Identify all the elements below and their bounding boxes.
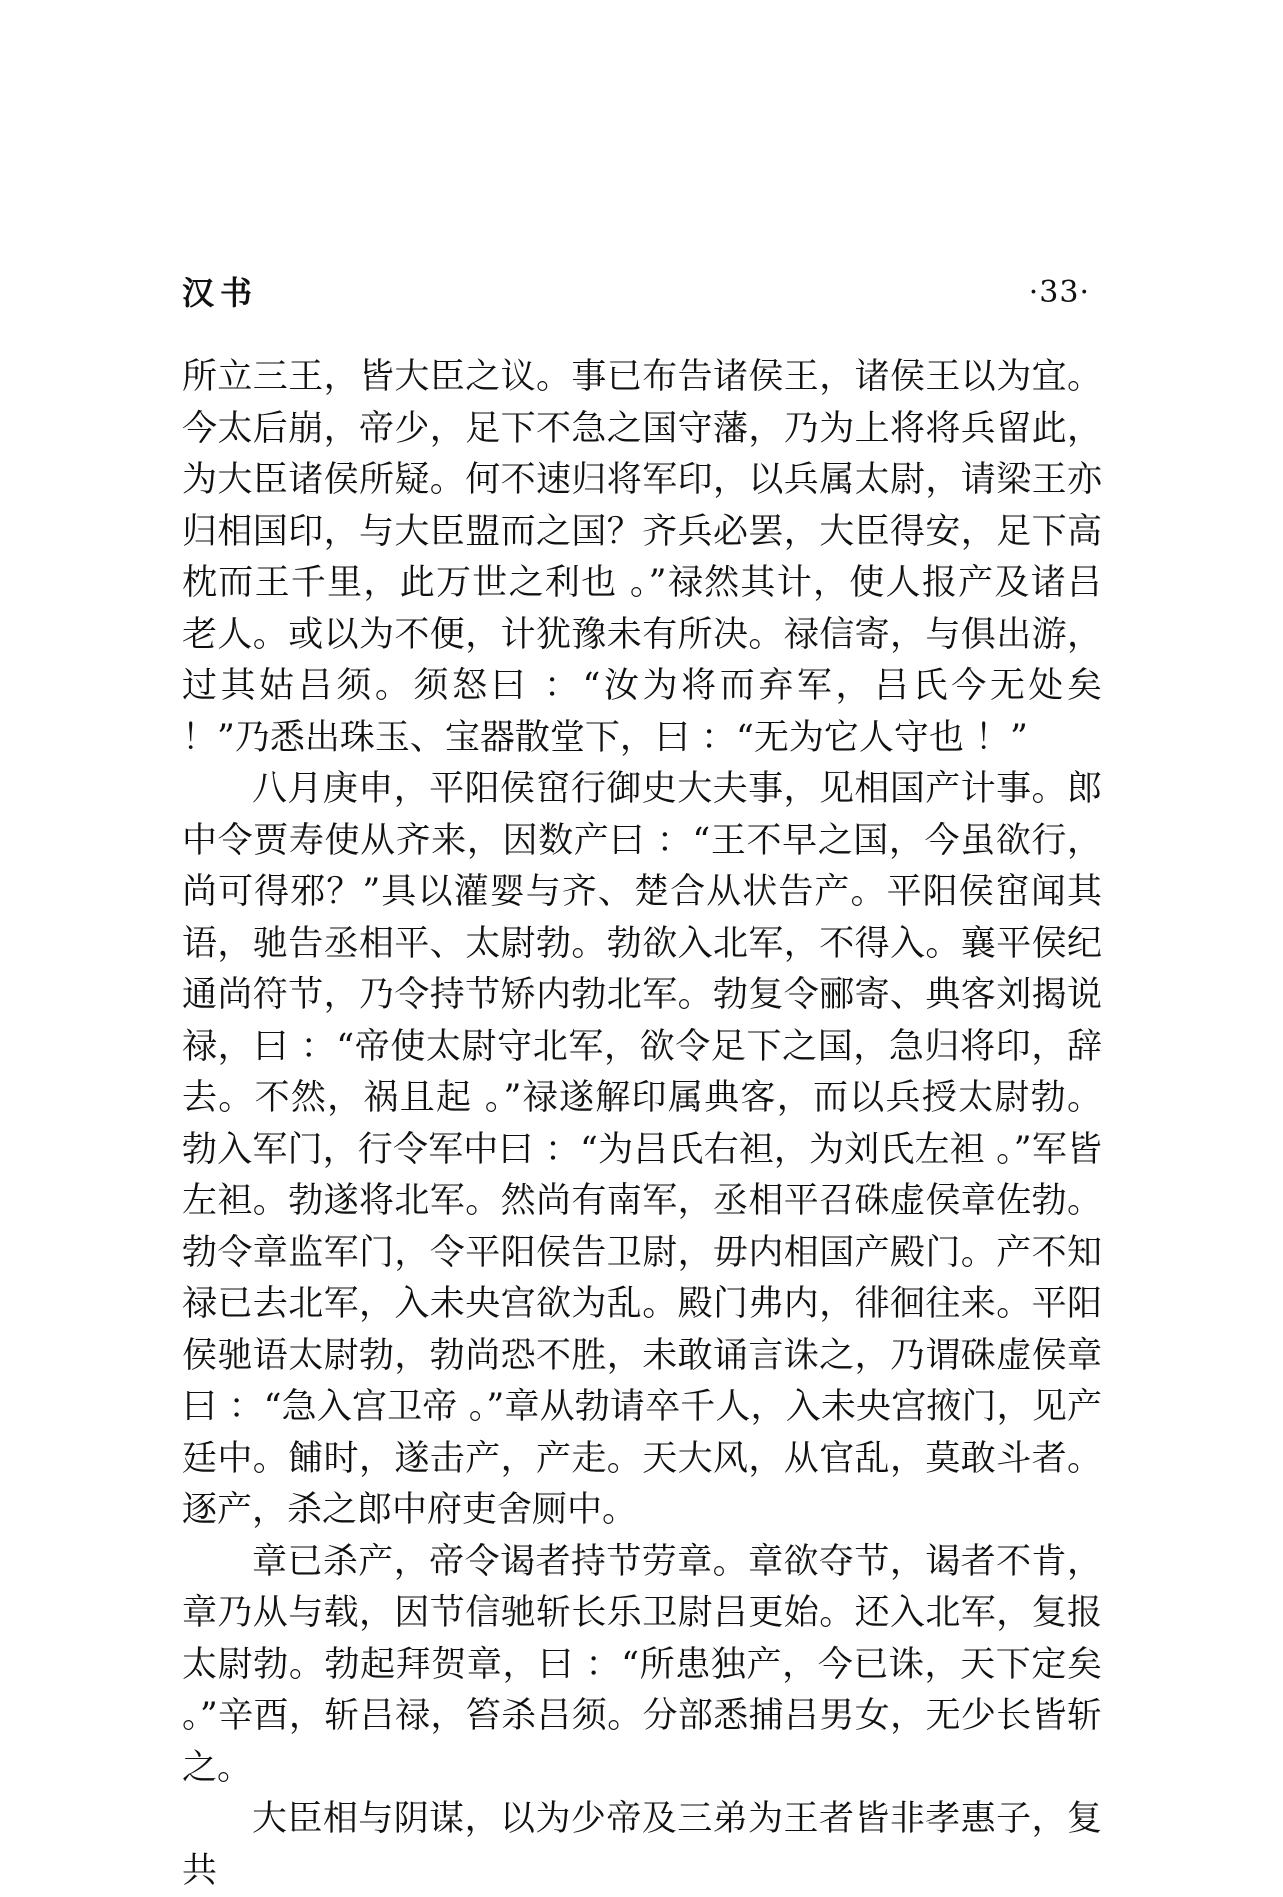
paragraph-2: 八月庚申，平阳侯窋行御史大夫事，见相国产计事。郎中令贾寿使从齐来，因数产曰 ：“王不早之国，今虽欲行，尚可得邪？”具以灌婴与齐、楚合从状告产。平阳侯窋闻其语，驰告丞相平、太尉勃。勃欲入北军，不得入。襄平侯纪通尚符节，乃令持节矫内勃北军。勃复令郦寄、典客刘揭说禄，曰 ：“帝使太尉守北军，欲令足下之国，急归将印，辞去。不然，祸且起 。”禄遂解印属典客，而以兵授太尉勃。勃入军门，行令军中曰 ：“为吕氏右袒，为刘氏左袒 。”军皆左袒。勃遂将北军。然尚有南军，丞相平召硃虚侯章佐勃。勃令章监军门，令平阳侯告卫尉，毋内相国产殿门。产不知禄已去北军，入未央宫欲为乱。殿门弗内，徘徊往来。平阳侯驰语太尉勃，勃尚恐不胜，未敢诵言诛之，乃谓硃虚侯章曰 ：“急入宫卫帝 。”章从勃请卒千人，入未央宫掖门，见产廷中。餔时，遂击产，产走。天大风，从官乱，莫敢斗者。逐产，杀之郎中府吏舍厕中。	[182, 769, 1102, 1530]
paragraph-3: 章已杀产，帝令谒者持节劳章。章欲夺节，谒者不肯，章乃从与载，因节信驰斩长乐卫尉吕更始。还入北军，复报太尉勃。勃起拜贺章，曰 ：“所患独产，今已诛，天下定矣 。”辛酉，斩吕禄，笞杀吕须。分部悉捕吕男女，无少长皆斩之。	[182, 1541, 1102, 1788]
paragraph-4: 大臣相与阴谋，以为少帝及三弟为王者皆非孝惠子，复共	[182, 1799, 1102, 1891]
page-number: ·33·	[1028, 275, 1090, 310]
body-text	[182, 352, 1102, 1897]
page-header	[182, 268, 1090, 318]
book-title: 汉书	[182, 274, 259, 312]
paragraph-1: 所立三王，皆大臣之议。事已布告诸侯王，诸侯王以为宜。今太后崩，帝少，足下不急之国守藩，乃为上将将兵留此，为大臣诸侯所疑。何不速归将军印，以兵属太尉，请梁王亦归相国印，与大臣盟而之国？齐兵必罢，大臣得安，足下高枕而王千里，此万世之利也 。”禄然其计，使人报产及诸吕老人。或以为不便，计犹豫未有所决。禄信寄，与俱出游，过其姑吕须。须怒曰 ：“汝为将而弃军，吕氏今无处矣 ！”乃悉出珠玉、宝器散堂下，曰 ：“无为它人守也 ！”	[182, 357, 1102, 758]
